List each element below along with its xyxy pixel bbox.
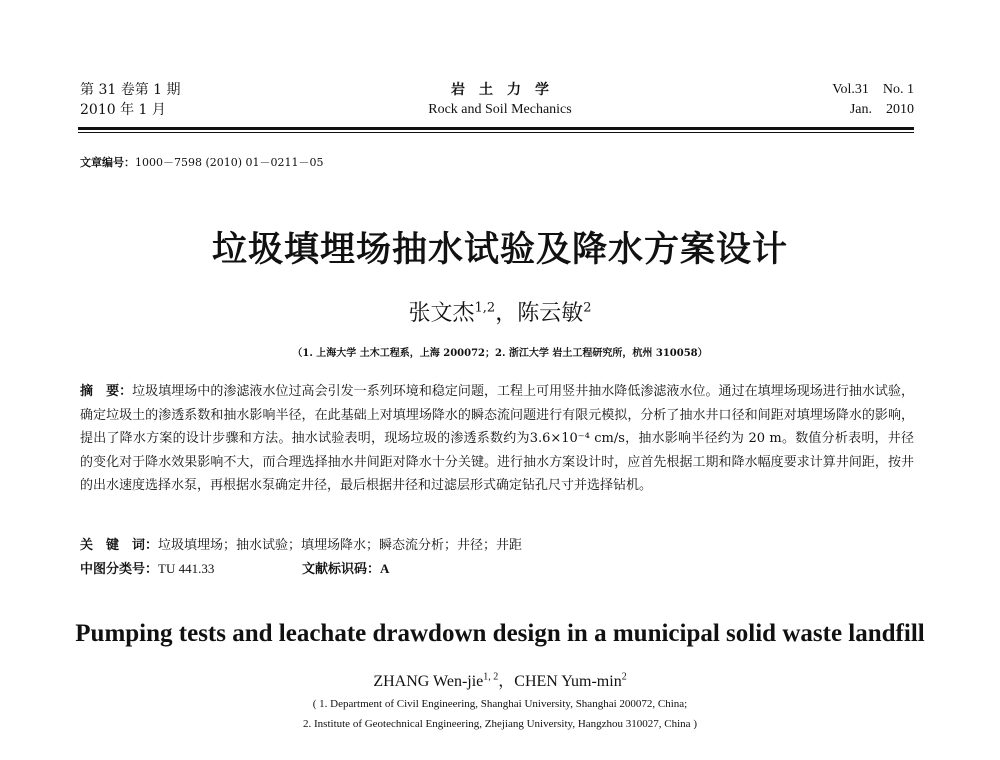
document-code-label: 文献标识码： <box>302 562 381 577</box>
abstract-text: 垃圾填埋场中的渗滤液水位过高会引发一系列环境和稳定问题，工程上可用竖井抽水降低渗滤液水位。通过在填埋场现场进行抽水试验，确定垃圾土的渗透系数和抽水影响半径，在此基础上对填埋场降水的瞬态流问题进行有限元模拟，分析了抽水井口径和间距对填埋场降水的影响，提出了降水方案的设计步骤和方法。抽水试验表明，现场垃圾的渗透系数约为3.6×10⁻⁴ cm/s，抽水影响半径约为 20 m。数值分析表明，井径的变化对于降水效果影响不大，而合理选择抽水井间距对降水十分关键。进行抽水方案设计时，应首先根据工期和降水幅度要求计算井间距，按井的出水速度选择水泵，再根据水泵确定井径，最后根据井径和过滤层形式确定钻孔尺寸并选择钻机。 <box>80 384 914 493</box>
header-center <box>350 80 650 120</box>
author-1-en-affil: 1, 2 <box>483 671 499 683</box>
issue-month: Jan. 2010 <box>849 102 914 117</box>
author-2-en-affil: 2 <box>621 671 627 683</box>
affiliation-english-line-1: ( 1. Department of Civil Engineering, Shanghai University, Shanghai 200072, China; <box>312 698 688 710</box>
author-separator: ， <box>495 301 518 326</box>
author-2: 陈云敏 <box>517 301 584 326</box>
author-1-en: ZHANG Wen-jie <box>373 673 484 690</box>
article-id-label: 文章编号： <box>80 156 135 169</box>
keywords-label: 关 键 词： <box>80 538 159 553</box>
keywords <box>80 536 522 556</box>
journal-title-en: Rock and Soil Mechanics <box>428 102 572 117</box>
author-2-en: CHEN Yum-min <box>514 673 622 690</box>
article-id <box>80 154 324 170</box>
header-rule-thin <box>78 132 914 133</box>
author-1-affil: 1,2 <box>474 300 496 316</box>
classification-label: 中图分类号： <box>80 562 159 577</box>
classification-number <box>80 559 214 580</box>
author-1: 张文杰 <box>408 301 475 326</box>
document-code <box>302 559 389 580</box>
article-id-value: 1000－7598 (2010) 01－0211－05 <box>135 156 324 169</box>
document-code-value: A <box>380 561 390 576</box>
issue-date: 2010 年 1 月 <box>80 102 166 118</box>
abstract <box>80 380 914 498</box>
author-separator-en: ， <box>498 673 515 690</box>
affiliation-english-line-2: 2. Institute of Geotechnical Engineering, Zhejiang University, Hangzhou 310027, China ) <box>303 718 697 730</box>
keywords-text: 垃圾填埋场；抽水试验；填埋场降水；瞬态流分析；井径；井距 <box>158 538 523 553</box>
issue-volume: 第 31 卷第 1 期 <box>80 82 181 98</box>
author-2-affil: 2 <box>583 300 592 316</box>
header-rule-thick <box>78 127 914 130</box>
title-chinese: 垃圾填埋场抽水试验及降水方案设计 <box>211 230 788 270</box>
authors-english <box>0 668 1000 691</box>
volume-number: Vol.31 No. 1 <box>832 82 914 97</box>
header-right <box>832 80 914 120</box>
title-english: Pumping tests and leachate drawdown design in a municipal solid waste landfill <box>75 620 925 647</box>
affiliation-chinese: （1. 上海大学 土木工程系，上海 200072；2. 浙江大学 岩土工程研究所，杭州 310058） <box>292 348 708 359</box>
authors-chinese <box>0 296 1000 327</box>
classification-value: TU 441.33 <box>158 561 215 576</box>
abstract-label: 摘 要： <box>80 384 133 399</box>
header-left <box>80 80 181 120</box>
journal-title-cn: 岩 土 力 学 <box>451 82 549 98</box>
